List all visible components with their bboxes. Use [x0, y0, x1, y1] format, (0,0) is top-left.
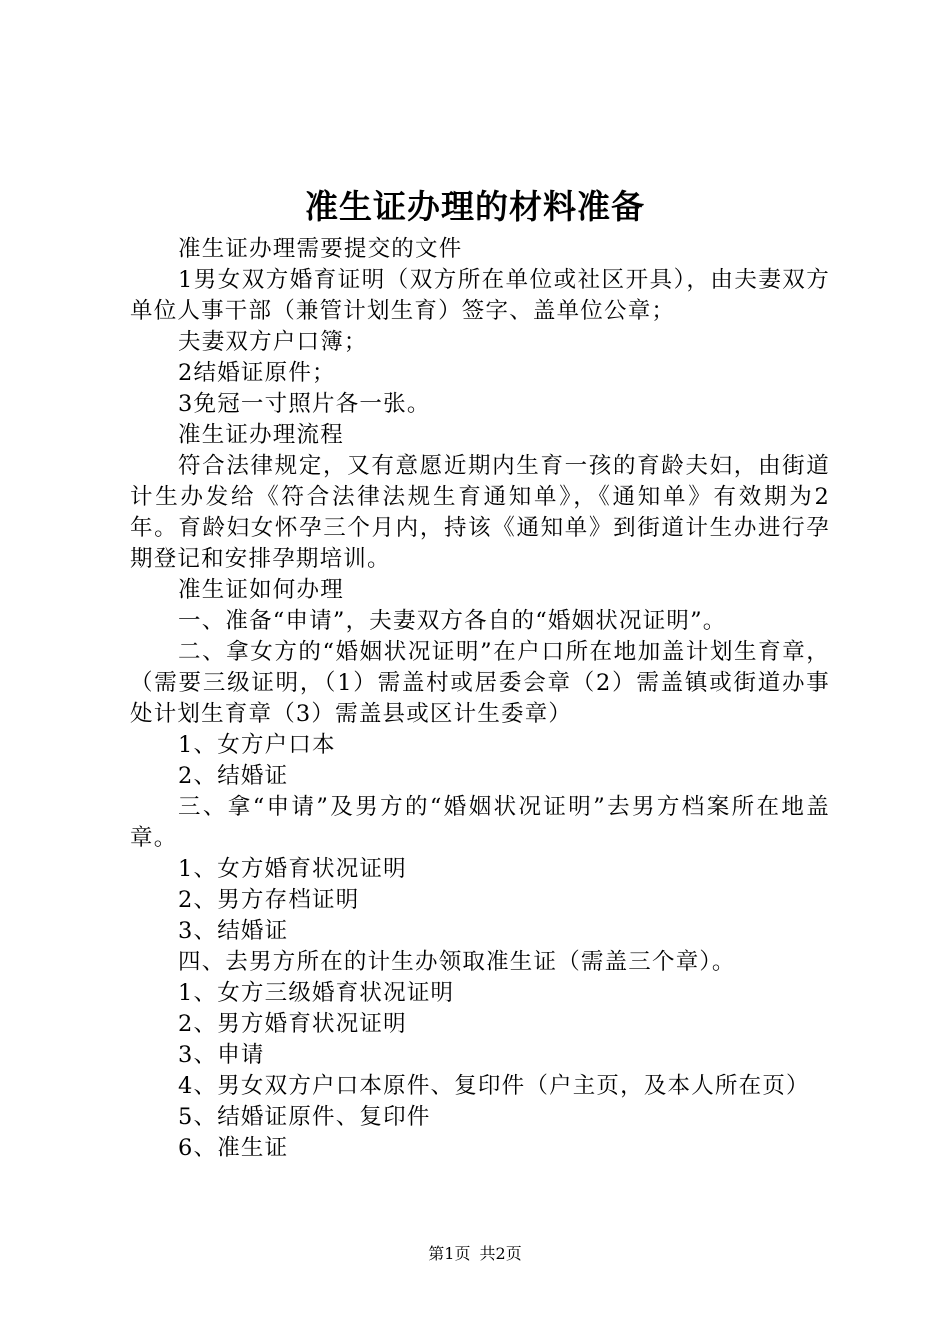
- paragraph: 2、男方存档证明: [178, 887, 360, 913]
- paragraph: 一、准备“申请”，夫妻双方各自的“婚姻状况证明”。: [178, 608, 727, 634]
- paragraph: 1、女方户口本: [178, 732, 336, 758]
- paragraph: 符合法律规定，又有意愿近期内生育一孩的育龄夫妇，由街道计生办发给《符合法律法规生育通知单》，《通知单》有效期为2年。育龄妇女怀孕三个月内，持该《通知单》到街道计生办进行孕期登记和安排孕期培训。: [130, 453, 830, 572]
- page-total: 共2页: [479, 1244, 522, 1263]
- paragraph: 5、结婚证原件、复印件: [178, 1104, 431, 1130]
- document-title: 准生证办理的材料准备: [305, 187, 645, 226]
- paragraph: 准生证办理需要提交的文件: [178, 236, 463, 262]
- document-body: [130, 234, 830, 1164]
- paragraph: 3免冠一寸照片各一张。: [178, 391, 431, 417]
- paragraph: 准生证如何办理: [178, 577, 344, 603]
- paragraph: 3、结婚证: [178, 918, 289, 944]
- paragraph: 四、去男方所在的计生办领取准生证（需盖三个章）。: [178, 949, 736, 975]
- paragraph: 2、结婚证: [178, 763, 289, 789]
- paragraph: 1、女方婚育状况证明: [178, 856, 407, 882]
- paragraph: 准生证办理流程: [178, 422, 344, 448]
- paragraph: 2结婚证原件；: [178, 360, 336, 386]
- paragraph: 6、准生证: [178, 1135, 289, 1161]
- paragraph: 夫妻双方户口簿；: [178, 329, 368, 355]
- paragraph: 3、申请: [178, 1042, 265, 1068]
- paragraph: 4、男女双方户口本原件、复印件（户主页，及本人所在页）: [178, 1073, 810, 1099]
- paragraph: 2、男方婚育状况证明: [178, 1011, 407, 1037]
- paragraph: 1、女方三级婚育状况证明: [178, 980, 455, 1006]
- page-footer: [0, 1243, 950, 1265]
- paragraph: 1男女双方婚育证明（双方所在单位或社区开具），由夫妻双方单位人事干部（兼管计划生育）签字、盖单位公章；: [130, 267, 830, 324]
- paragraph: 三、拿“申请”及男方的“婚姻状况证明”去男方档案所在地盖章。: [130, 794, 830, 851]
- page-number: 第1页: [428, 1244, 471, 1263]
- paragraph: 二、拿女方的“婚姻状况证明”在户口所在地加盖计划生育章，（需要三级证明，（1）需盖村或居委会章（2）需盖镇或街道办事处计划生育章（3）需盖县或区计生委章）: [130, 639, 830, 727]
